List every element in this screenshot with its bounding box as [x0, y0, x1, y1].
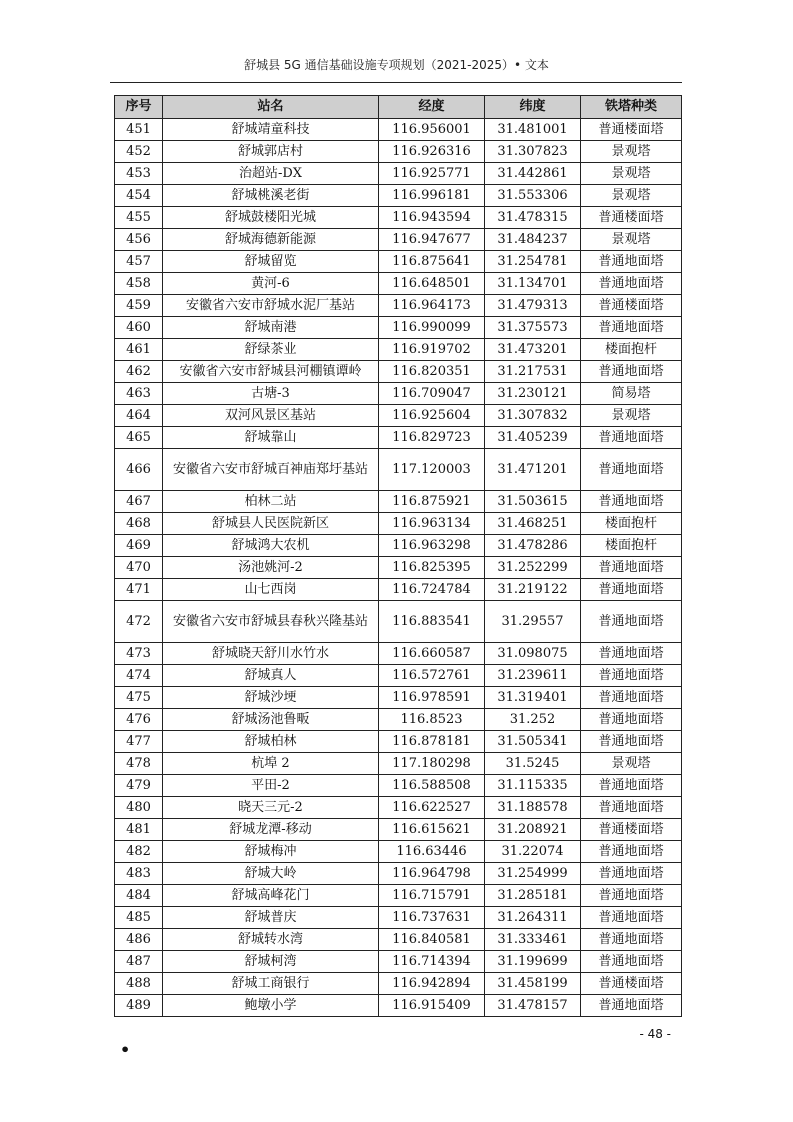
cell-longitude: 116.963298	[379, 535, 485, 557]
cell-latitude: 31.442861	[485, 163, 581, 185]
cell-tower-type: 普通地面塔	[581, 361, 682, 383]
table-row	[115, 929, 682, 951]
table-row	[115, 665, 682, 687]
cell-index: 453	[115, 163, 163, 185]
cell-latitude: 31.188578	[485, 797, 581, 819]
cell-station-name: 舒城桃溪老街	[163, 185, 379, 207]
table-row	[115, 951, 682, 973]
cell-tower-type: 景观塔	[581, 229, 682, 251]
cell-index: 475	[115, 687, 163, 709]
cell-longitude: 116.829723	[379, 427, 485, 449]
table-row	[115, 207, 682, 229]
table-row	[115, 449, 682, 491]
cell-latitude: 31.405239	[485, 427, 581, 449]
cell-latitude: 31.264311	[485, 907, 581, 929]
cell-longitude: 116.926316	[379, 141, 485, 163]
cell-index: 471	[115, 579, 163, 601]
cell-index: 454	[115, 185, 163, 207]
table-row	[115, 405, 682, 427]
table-row	[115, 687, 682, 709]
cell-station-name: 晓天三元-2	[163, 797, 379, 819]
cell-index: 479	[115, 775, 163, 797]
cell-tower-type: 普通地面塔	[581, 907, 682, 929]
cell-latitude: 31.478157	[485, 995, 581, 1017]
cell-latitude: 31.478315	[485, 207, 581, 229]
cell-latitude: 31.307832	[485, 405, 581, 427]
cell-index: 476	[115, 709, 163, 731]
cell-tower-type: 普通地面塔	[581, 491, 682, 513]
table-row	[115, 251, 682, 273]
cell-index: 478	[115, 753, 163, 775]
cell-index: 470	[115, 557, 163, 579]
cell-station-name: 舒城晓天舒川水竹水	[163, 643, 379, 665]
cell-station-name: 舒城靠山	[163, 427, 379, 449]
cell-station-name: 舒城高峰花门	[163, 885, 379, 907]
cell-tower-type: 楼面抱杆	[581, 513, 682, 535]
cell-station-name: 舒城鼓楼阳光城	[163, 207, 379, 229]
cell-latitude: 31.29557	[485, 601, 581, 643]
cell-index: 463	[115, 383, 163, 405]
table-row	[115, 427, 682, 449]
cell-tower-type: 普通楼面塔	[581, 207, 682, 229]
cell-longitude: 116.978591	[379, 687, 485, 709]
cell-tower-type: 普通楼面塔	[581, 295, 682, 317]
cell-longitude: 116.964798	[379, 863, 485, 885]
cell-index: 462	[115, 361, 163, 383]
cell-latitude: 31.22074	[485, 841, 581, 863]
table-row	[115, 973, 682, 995]
cell-tower-type: 普通地面塔	[581, 709, 682, 731]
cell-station-name: 治超站-DX	[163, 163, 379, 185]
cell-station-name: 杭埠 2	[163, 753, 379, 775]
cell-longitude: 116.572761	[379, 665, 485, 687]
cell-station-name: 鲍墩小学	[163, 995, 379, 1017]
cell-tower-type: 景观塔	[581, 163, 682, 185]
cell-station-name: 双河风景区基站	[163, 405, 379, 427]
cell-longitude: 116.925771	[379, 163, 485, 185]
cell-station-name: 安徽省六安市舒城县春秋兴隆基站	[163, 601, 379, 643]
cell-index: 459	[115, 295, 163, 317]
cell-latitude: 31.505341	[485, 731, 581, 753]
cell-latitude: 31.307823	[485, 141, 581, 163]
cell-tower-type: 景观塔	[581, 405, 682, 427]
table-row	[115, 295, 682, 317]
cell-latitude: 31.208921	[485, 819, 581, 841]
cell-tower-type: 楼面抱杆	[581, 339, 682, 361]
col-header-station-name: 站名	[163, 96, 379, 119]
cell-index: 477	[115, 731, 163, 753]
table-row	[115, 185, 682, 207]
table-row	[115, 731, 682, 753]
col-header-longitude: 经度	[379, 96, 485, 119]
table-row	[115, 513, 682, 535]
cell-station-name: 舒城南港	[163, 317, 379, 339]
cell-tower-type: 简易塔	[581, 383, 682, 405]
cell-index: 466	[115, 449, 163, 491]
cell-station-name: 舒城靖童科技	[163, 119, 379, 141]
cell-station-name: 舒城沙埂	[163, 687, 379, 709]
table-row	[115, 863, 682, 885]
cell-index: 455	[115, 207, 163, 229]
cell-index: 473	[115, 643, 163, 665]
cell-longitude: 116.919702	[379, 339, 485, 361]
cell-tower-type: 普通地面塔	[581, 995, 682, 1017]
cell-longitude: 117.180298	[379, 753, 485, 775]
table-row	[115, 361, 682, 383]
cell-index: 465	[115, 427, 163, 449]
cell-longitude: 116.622527	[379, 797, 485, 819]
cell-latitude: 31.458199	[485, 973, 581, 995]
cell-longitude: 116.990099	[379, 317, 485, 339]
cell-index: 451	[115, 119, 163, 141]
cell-index: 489	[115, 995, 163, 1017]
cell-latitude: 31.219122	[485, 579, 581, 601]
cell-latitude: 31.473201	[485, 339, 581, 361]
cell-longitude: 116.956001	[379, 119, 485, 141]
col-header-latitude: 纬度	[485, 96, 581, 119]
cell-tower-type: 普通地面塔	[581, 951, 682, 973]
cell-tower-type: 普通地面塔	[581, 273, 682, 295]
table-row	[115, 273, 682, 295]
table-row	[115, 579, 682, 601]
cell-tower-type: 普通地面塔	[581, 863, 682, 885]
table-row	[115, 383, 682, 405]
cell-latitude: 31.481001	[485, 119, 581, 141]
cell-index: 483	[115, 863, 163, 885]
header-rule	[110, 82, 682, 83]
cell-tower-type: 普通地面塔	[581, 797, 682, 819]
cell-tower-type: 景观塔	[581, 185, 682, 207]
cell-tower-type: 普通地面塔	[581, 929, 682, 951]
cell-index: 464	[115, 405, 163, 427]
cell-longitude: 116.724784	[379, 579, 485, 601]
cell-station-name: 安徽省六安市舒城县河棚镇谭岭	[163, 361, 379, 383]
page-number: - 48 -	[639, 1027, 671, 1041]
table-body	[115, 119, 682, 1017]
table-row	[115, 819, 682, 841]
cell-station-name: 山七西岗	[163, 579, 379, 601]
table-row	[115, 709, 682, 731]
cell-longitude: 116.875921	[379, 491, 485, 513]
cell-latitude: 31.484237	[485, 229, 581, 251]
cell-tower-type: 景观塔	[581, 141, 682, 163]
footer-bullet: •	[120, 1040, 131, 1059]
cell-latitude: 31.115335	[485, 775, 581, 797]
table-row	[115, 907, 682, 929]
cell-station-name: 舒城柯湾	[163, 951, 379, 973]
cell-station-name: 舒城海德新能源	[163, 229, 379, 251]
cell-longitude: 116.947677	[379, 229, 485, 251]
cell-longitude: 116.840581	[379, 929, 485, 951]
cell-station-name: 舒城县人民医院新区	[163, 513, 379, 535]
cell-longitude: 116.714394	[379, 951, 485, 973]
table-row	[115, 141, 682, 163]
cell-latitude: 31.468251	[485, 513, 581, 535]
cell-longitude: 117.120003	[379, 449, 485, 491]
cell-longitude: 116.660587	[379, 643, 485, 665]
cell-index: 482	[115, 841, 163, 863]
cell-latitude: 31.134701	[485, 273, 581, 295]
cell-index: 484	[115, 885, 163, 907]
cell-longitude: 116.648501	[379, 273, 485, 295]
cell-index: 487	[115, 951, 163, 973]
cell-tower-type: 普通地面塔	[581, 251, 682, 273]
cell-station-name: 舒城郭店村	[163, 141, 379, 163]
cell-longitude: 116.588508	[379, 775, 485, 797]
cell-latitude: 31.254781	[485, 251, 581, 273]
cell-tower-type: 普通地面塔	[581, 449, 682, 491]
cell-longitude: 116.63446	[379, 841, 485, 863]
cell-longitude: 116.820351	[379, 361, 485, 383]
cell-tower-type: 普通地面塔	[581, 731, 682, 753]
cell-index: 456	[115, 229, 163, 251]
cell-station-name: 舒城工商银行	[163, 973, 379, 995]
cell-index: 458	[115, 273, 163, 295]
cell-latitude: 31.098075	[485, 643, 581, 665]
cell-latitude: 31.479313	[485, 295, 581, 317]
table-row	[115, 643, 682, 665]
table-row	[115, 163, 682, 185]
cell-index: 461	[115, 339, 163, 361]
cell-longitude: 116.964173	[379, 295, 485, 317]
table-row	[115, 229, 682, 251]
cell-tower-type: 普通楼面塔	[581, 819, 682, 841]
table-row	[115, 601, 682, 643]
cell-index: 472	[115, 601, 163, 643]
cell-index: 467	[115, 491, 163, 513]
cell-index: 481	[115, 819, 163, 841]
cell-longitude: 116.709047	[379, 383, 485, 405]
cell-station-name: 舒城鸿大农机	[163, 535, 379, 557]
cell-index: 460	[115, 317, 163, 339]
cell-longitude: 116.883541	[379, 601, 485, 643]
table-row	[115, 775, 682, 797]
cell-longitude: 116.943594	[379, 207, 485, 229]
cell-station-name: 舒城大岭	[163, 863, 379, 885]
cell-longitude: 116.963134	[379, 513, 485, 535]
cell-index: 469	[115, 535, 163, 557]
cell-longitude: 116.8523	[379, 709, 485, 731]
cell-station-name: 汤池姚河-2	[163, 557, 379, 579]
cell-latitude: 31.478286	[485, 535, 581, 557]
cell-station-name: 安徽省六安市舒城百神庙郑圩基站	[163, 449, 379, 491]
table-header-row	[115, 96, 682, 119]
cell-station-name: 舒城真人	[163, 665, 379, 687]
cell-tower-type: 普通地面塔	[581, 601, 682, 643]
cell-latitude: 31.217531	[485, 361, 581, 383]
cell-longitude: 116.942894	[379, 973, 485, 995]
cell-longitude: 116.875641	[379, 251, 485, 273]
cell-station-name: 舒城留览	[163, 251, 379, 273]
cell-index: 457	[115, 251, 163, 273]
page-header: 舒城县 5G 通信基础设施专项规划（2021-2025）• 文本	[244, 58, 549, 72]
cell-tower-type: 普通地面塔	[581, 643, 682, 665]
cell-latitude: 31.230121	[485, 383, 581, 405]
table-row	[115, 885, 682, 907]
table-row	[115, 339, 682, 361]
cell-station-name: 平田-2	[163, 775, 379, 797]
cell-station-name: 舒城汤池鲁畈	[163, 709, 379, 731]
cell-station-name: 舒城柏林	[163, 731, 379, 753]
cell-tower-type: 普通楼面塔	[581, 119, 682, 141]
cell-station-name: 舒城转水湾	[163, 929, 379, 951]
cell-latitude: 31.471201	[485, 449, 581, 491]
cell-station-name: 舒城梅冲	[163, 841, 379, 863]
cell-tower-type: 普通地面塔	[581, 885, 682, 907]
cell-longitude: 116.915409	[379, 995, 485, 1017]
cell-tower-type: 普通地面塔	[581, 557, 682, 579]
cell-station-name: 舒绿茶业	[163, 339, 379, 361]
cell-latitude: 31.254999	[485, 863, 581, 885]
cell-index: 485	[115, 907, 163, 929]
cell-longitude: 116.925604	[379, 405, 485, 427]
cell-station-name: 舒城龙潭-移动	[163, 819, 379, 841]
cell-tower-type: 楼面抱杆	[581, 535, 682, 557]
cell-station-name: 黄河-6	[163, 273, 379, 295]
cell-tower-type: 普通地面塔	[581, 775, 682, 797]
cell-longitude: 116.878181	[379, 731, 485, 753]
cell-tower-type: 普通地面塔	[581, 687, 682, 709]
table-row	[115, 797, 682, 819]
cell-latitude: 31.239611	[485, 665, 581, 687]
col-header-tower-type: 铁塔种类	[581, 96, 682, 119]
cell-index: 452	[115, 141, 163, 163]
table-row	[115, 995, 682, 1017]
table-row	[115, 557, 682, 579]
cell-latitude: 31.285181	[485, 885, 581, 907]
cell-station-name: 安徽省六安市舒城水泥厂基站	[163, 295, 379, 317]
cell-latitude: 31.319401	[485, 687, 581, 709]
table-row	[115, 841, 682, 863]
cell-latitude: 31.252	[485, 709, 581, 731]
table-row	[115, 317, 682, 339]
cell-longitude: 116.737631	[379, 907, 485, 929]
cell-index: 480	[115, 797, 163, 819]
cell-latitude: 31.199699	[485, 951, 581, 973]
cell-latitude: 31.375573	[485, 317, 581, 339]
table-row	[115, 535, 682, 557]
cell-tower-type: 普通地面塔	[581, 317, 682, 339]
cell-latitude: 31.252299	[485, 557, 581, 579]
cell-tower-type: 普通地面塔	[581, 579, 682, 601]
cell-latitude: 31.333461	[485, 929, 581, 951]
cell-index: 474	[115, 665, 163, 687]
cell-tower-type: 普通地面塔	[581, 665, 682, 687]
table-row	[115, 119, 682, 141]
table-row	[115, 491, 682, 513]
cell-tower-type: 普通地面塔	[581, 427, 682, 449]
col-header-index: 序号	[115, 96, 163, 119]
cell-station-name: 柏林二站	[163, 491, 379, 513]
cell-latitude: 31.5245	[485, 753, 581, 775]
cell-index: 486	[115, 929, 163, 951]
cell-latitude: 31.503615	[485, 491, 581, 513]
cell-longitude: 116.615621	[379, 819, 485, 841]
cell-tower-type: 普通地面塔	[581, 841, 682, 863]
cell-longitude: 116.715791	[379, 885, 485, 907]
cell-station-name: 舒城普庆	[163, 907, 379, 929]
cell-longitude: 116.996181	[379, 185, 485, 207]
cell-index: 488	[115, 973, 163, 995]
station-table	[114, 95, 682, 1017]
cell-station-name: 古塘-3	[163, 383, 379, 405]
cell-latitude: 31.553306	[485, 185, 581, 207]
cell-index: 468	[115, 513, 163, 535]
table-row	[115, 753, 682, 775]
cell-longitude: 116.825395	[379, 557, 485, 579]
cell-tower-type: 普通楼面塔	[581, 973, 682, 995]
cell-tower-type: 景观塔	[581, 753, 682, 775]
